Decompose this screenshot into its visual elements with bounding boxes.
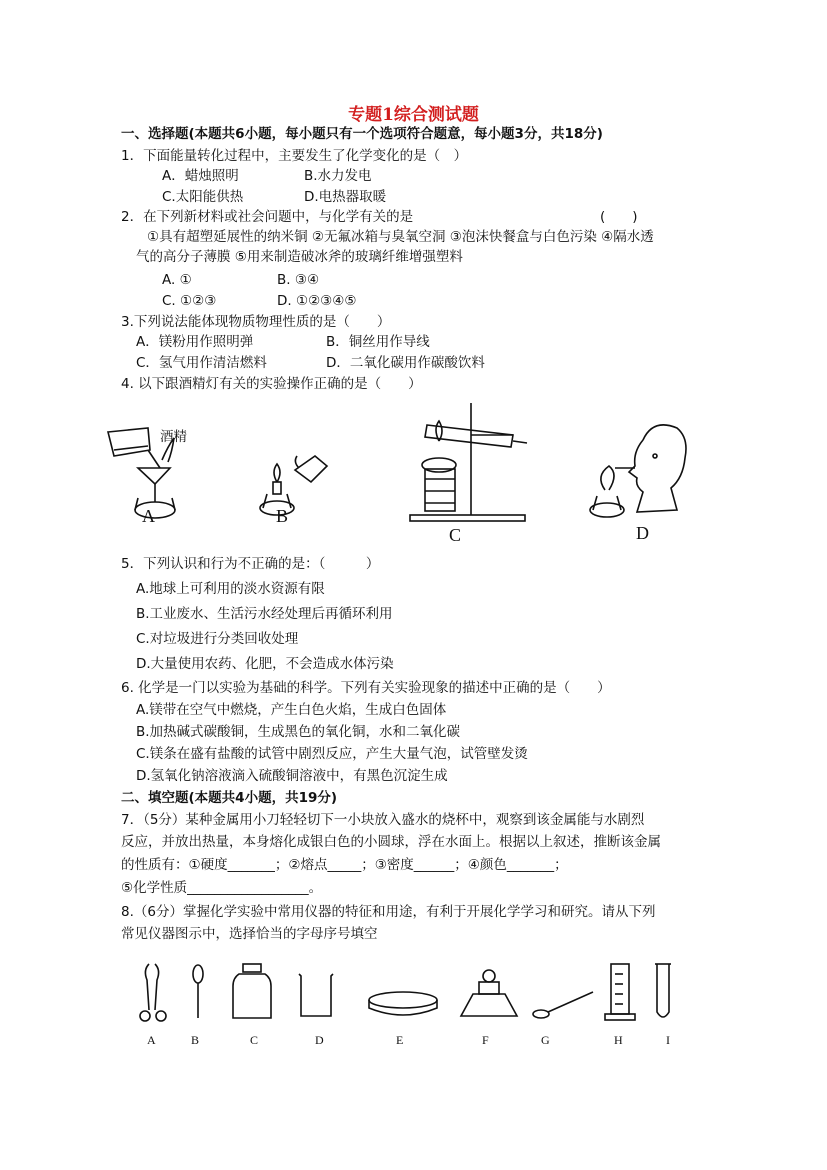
q5-stem: 5．下列认识和行为不正确的是：（ ） xyxy=(121,556,380,572)
gas-jar-drawing xyxy=(233,964,271,1018)
alcohol-lamp-drawing xyxy=(461,970,517,1016)
instrument-label-e: E xyxy=(396,1033,404,1047)
q4-stem: 4. 以下跟酒精灯有关的实验操作正确的是（ ） xyxy=(121,376,422,392)
q1-option-a: A．蜡烛照明 xyxy=(162,168,239,184)
q2-option-d: D. ①②③④⑤ xyxy=(277,293,357,309)
q8-line1: 8.（6分）掌握化学实验中常用仪器的特征和用途，有利于开展化学学习和研究。请从下列 xyxy=(121,904,656,920)
instrument-label-a: A xyxy=(147,1033,156,1047)
q1-option-c: C.太阳能供热 xyxy=(162,189,244,205)
q6-option-d: D.氢氧化钠溶液滴入硫酸铜溶液中，有黑色沉淀生成 xyxy=(136,768,448,784)
graduated-cylinder-drawing xyxy=(605,964,635,1020)
q3-option-b: B．铜丝用作导线 xyxy=(326,334,430,350)
figure-d-blowing-out-lamp xyxy=(585,420,690,525)
figure-label-c: C xyxy=(449,525,462,545)
section1-heading: 一、选择题(本题共6小题，每小题只有一个选项符合题意，每小题3分，共18分) xyxy=(121,126,603,142)
test-tube-drawing xyxy=(655,964,671,1017)
instrument-drawings xyxy=(135,960,680,1025)
crucible-tongs-drawing xyxy=(140,964,166,1021)
instrument-label-i: I xyxy=(666,1033,670,1047)
instrument-label-f: F xyxy=(482,1033,489,1047)
instrument-label-b: B xyxy=(191,1033,200,1047)
q6-option-b: B.加热碱式碳酸铜，生成黑色的氧化铜，水和二氧化碳 xyxy=(136,724,461,740)
q1-option-d: D.电热器取暖 xyxy=(304,189,387,205)
q2-line2: 气的高分子薄膜 ⑤用来制造破冰斧的玻璃纤维增强塑料 xyxy=(136,249,463,265)
instrument-label-g: G xyxy=(541,1033,550,1047)
q7-line3: 的性质有：①硬度_______；②熔点_____；③密度______；④颜色_______； xyxy=(121,857,568,873)
q1-stem: 1．下面能量转化过程中，主要发生了化学变化的是（ ） xyxy=(121,148,468,164)
q5-option-a: A.地球上可利用的淡水资源有限 xyxy=(136,581,325,597)
q6-option-c: C.镁条在盛有盐酸的试管中剧烈反应，产生大量气泡，试管壁发烫 xyxy=(136,746,528,762)
q3-option-a: A．镁粉用作照明弹 xyxy=(136,334,254,350)
dropper-drawing xyxy=(193,965,203,1018)
evaporating-dish-drawing xyxy=(369,992,437,1015)
figure-label-b: B xyxy=(276,506,289,526)
beaker-drawing xyxy=(299,974,333,1016)
q5-option-d: D.大量使用农药、化肥，不会造成水体污染 xyxy=(136,656,394,672)
instrument-label-h: H xyxy=(614,1033,623,1047)
figure-b-lamp-to-lamp xyxy=(255,450,340,525)
figure-label-d: D xyxy=(636,523,649,543)
q2-option-c: C. ①②③ xyxy=(162,293,217,309)
q3-option-d: D．二氧化碳用作碳酸饮料 xyxy=(326,355,485,371)
q7-line1: 7．（5分）某种金属用小刀轻轻切下一小块放入盛水的烧杯中，观察到该金属能与水剧烈 xyxy=(121,812,645,828)
label-alcohol: 酒精 xyxy=(160,429,187,445)
spatula-drawing xyxy=(533,992,593,1018)
q2-option-a: A. ① xyxy=(162,272,192,288)
q3-option-c: C．氢气用作清洁燃料 xyxy=(136,355,267,371)
q7-line4: ⑤化学性质__________________。 xyxy=(121,880,323,896)
q1-option-b: B.水力发电 xyxy=(304,168,372,184)
q2-stem: 2．在下列新材料或社会问题中，与化学有关的是 xyxy=(121,209,414,225)
figure-label-a: A xyxy=(142,506,155,526)
q5-option-b: B.工业废水、生活污水经处理后再循环利用 xyxy=(136,606,393,622)
instrument-label-d: D xyxy=(315,1033,324,1047)
page-title: 专题1综合测试题 xyxy=(348,105,479,125)
q2-option-b: B. ③④ xyxy=(277,272,320,288)
q6-option-a: A.镁带在空气中燃烧，产生白色火焰，生成白色固体 xyxy=(136,702,447,718)
q8-line2: 常见仪器图示中，选择恰当的字母序号填空 xyxy=(121,926,378,942)
q7-line2: 反应，并放出热量，本身熔化成银白色的小圆球，浮在水面上。根据以上叙述，推断该金属 xyxy=(121,834,661,850)
section2-heading: 二、填空题(本题共4小题，共19分) xyxy=(121,790,338,806)
q2-paren: ( ) xyxy=(600,209,638,225)
q3-stem: 3.下列说法能体现物质物理性质的是（ ） xyxy=(121,314,391,330)
figure-c-heating-test-tube xyxy=(405,395,530,525)
instrument-label-c: C xyxy=(250,1033,259,1047)
q6-stem: 6. 化学是一门以实验为基础的科学。下列有关实验现象的描述中正确的是（ ） xyxy=(121,680,611,696)
q5-option-c: C.对垃圾进行分类回收处理 xyxy=(136,631,299,647)
q2-line1: ①具有超塑延展性的纳米铜 ②无氟冰箱与臭氧空洞 ③泡沫快餐盒与白色污染 ④隔水透 xyxy=(147,229,654,245)
